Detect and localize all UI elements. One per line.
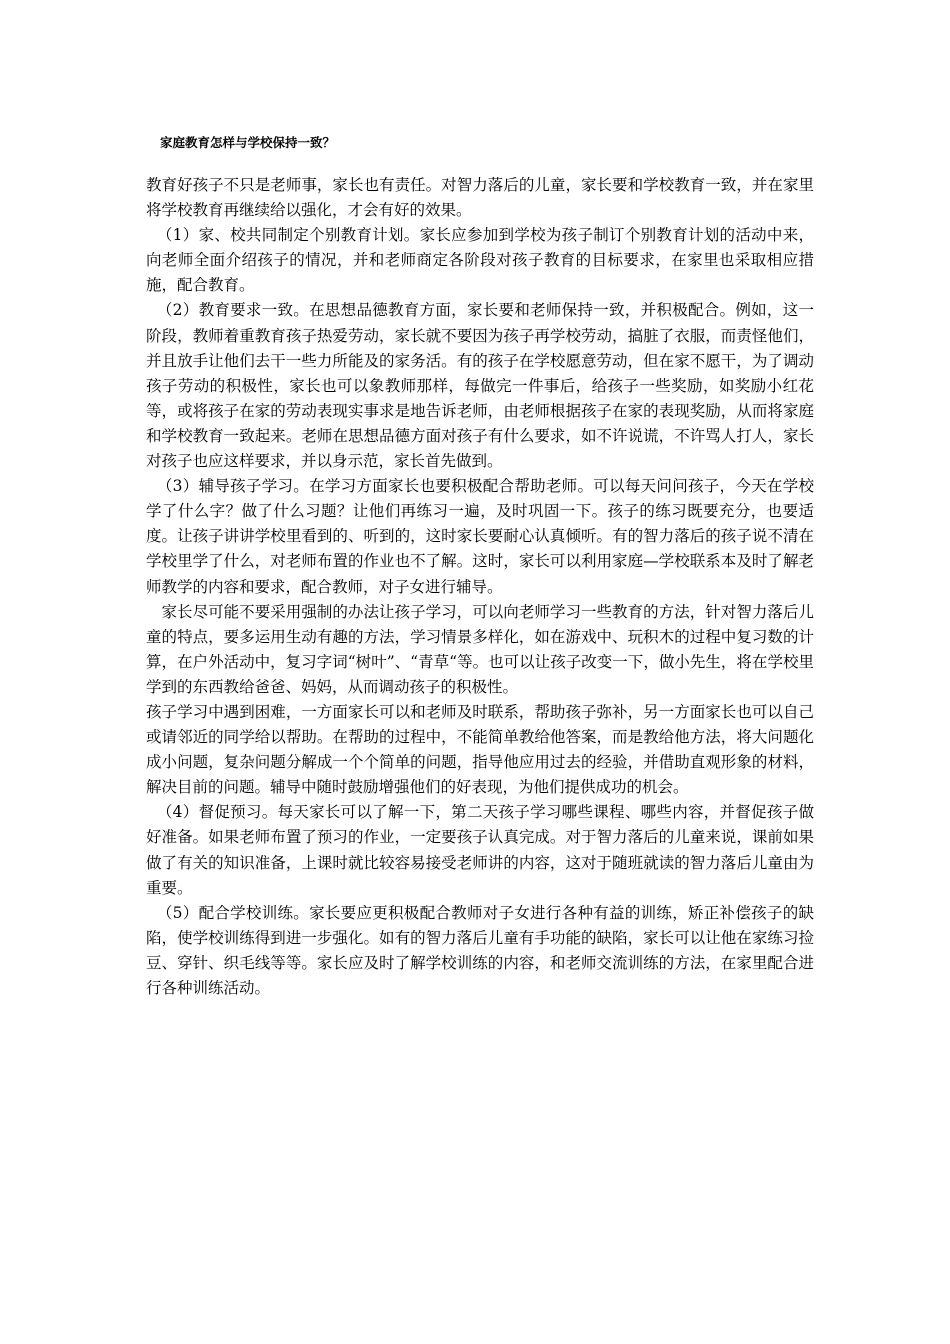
paragraph-intro: 教育好孩子不只是老师事，家长也有责任。对智力落后的儿童，家长要和学校教育一致，并在家里将学校教育再继续给以强化，才会有好的效果。 bbox=[146, 176, 814, 220]
paragraph-3-cont-2: 孩子学习中遇到困难，一方面家长可以和老师及时联系，帮助孩子弥补，另一方面家长也可以自己或请邻近的同学给以帮助。在帮助的过程中，不能简单教给他答案，而是教给他方法，将大问题化成小问题，复杂问题分解成一个个简单的问题，指导他应用过去的经验，并借助直观形象的材料，解决目前的问题。辅导中随时鼓励增强他们的好表现，为他们提供成功的机会。 bbox=[146, 702, 814, 797]
paragraph-5: （5）配合学校训练。家长要应更积极配合教师对子女进行各种有益的训练，矫正补偿孩子的缺陷，使学校训练得到进一步强化。如有的智力落后儿童有手功能的缺陷，家长可以让他在家练习捡豆、穿针、织毛线等等。家长应及时了解学校训练的内容，和老师交流训练的方法，在家里配合进行各种训练活动。 bbox=[146, 903, 814, 997]
document-body bbox=[146, 173, 814, 1001]
paragraph-2: （2）教育要求一致。在思想品德教育方面，家长要和老师保持一致，并积极配合。例如，这一阶段，教师着重教育孩子热爱劳动，家长就不要因为孩子再学校劳动，搞脏了衣服，而责怪他们，并且放手让他们去干一些力所能及的家务活。有的孩子在学校愿意劳动，但在家不愿干，为了调动孩子劳动的积极性，家长也可以象教师那样，每做完一件事后，给孩子一些奖励，如奖励小红花等，或将孩子在家的劳动表现实事求是地告诉老师，由老师根据孩子在家的表现奖励，从而将家庭和学校教育一致起来。老师在思想品德方面对孩子有什么要求，如不许说谎，不许骂人打人，家长对孩子也应这样要求，并以身示范，家长首先做到。 bbox=[146, 301, 814, 471]
paragraph-1: （1）家、校共同制定个别教育计划。家长应参加到学校为孩子制订个别教育计划的活动中来，向老师全面介绍孩子的情况，并和老师商定各阶段对孩子教育的目标要求，在家里也采取相应措施，配合教育。 bbox=[146, 226, 814, 295]
document-title: 家庭教育怎样与学校保持一致？ bbox=[160, 135, 336, 150]
paragraph-3: （3）辅导孩子学习。在学习方面家长也要积极配合帮助老师。可以每天问问孩子，今天在学校学了什么字？做了什么习题？让他们再练习一遍，及时巩固一下。孩子的练习既要充分，也要适度。让孩子讲讲学校里看到的、听到的，这时家长要耐心认真倾听。有的智力落后的孩子说不清在学校里学了什么，对老师布置的作业也不了解。这时，家长可以利用家庭—学校联系本及时了解老师教学的内容和要求，配合教师，对子女进行辅导。 bbox=[146, 477, 814, 596]
paragraph-4: （4）督促预习。每天家长可以了解一下，第二天孩子学习哪些课程、哪些内容，并督促孩子做好准备。如果老师布置了预习的作业，一定要孩子认真完成。对于智力落后的儿童来说，课前如果做了有关的知识准备，上课时就比较容易接受老师讲的内容，这对于随班就读的智力落后儿童由为重要。 bbox=[146, 803, 814, 897]
paragraph-3-cont: 家长尽可能不要采用强制的办法让孩子学习，可以向老师学习一些教育的方法，针对智力落后儿童的特点，要多运用生动有趣的方法，学习情景多样化，如在游戏中、玩积木的过程中复习数的计算，在户外活动中，复习字词“树叶”、“青草“等。也可以让孩子改变一下，做小先生，将在学校里学到的东西教给爸爸、妈妈，从而调动孩子的积极性。 bbox=[146, 602, 814, 696]
